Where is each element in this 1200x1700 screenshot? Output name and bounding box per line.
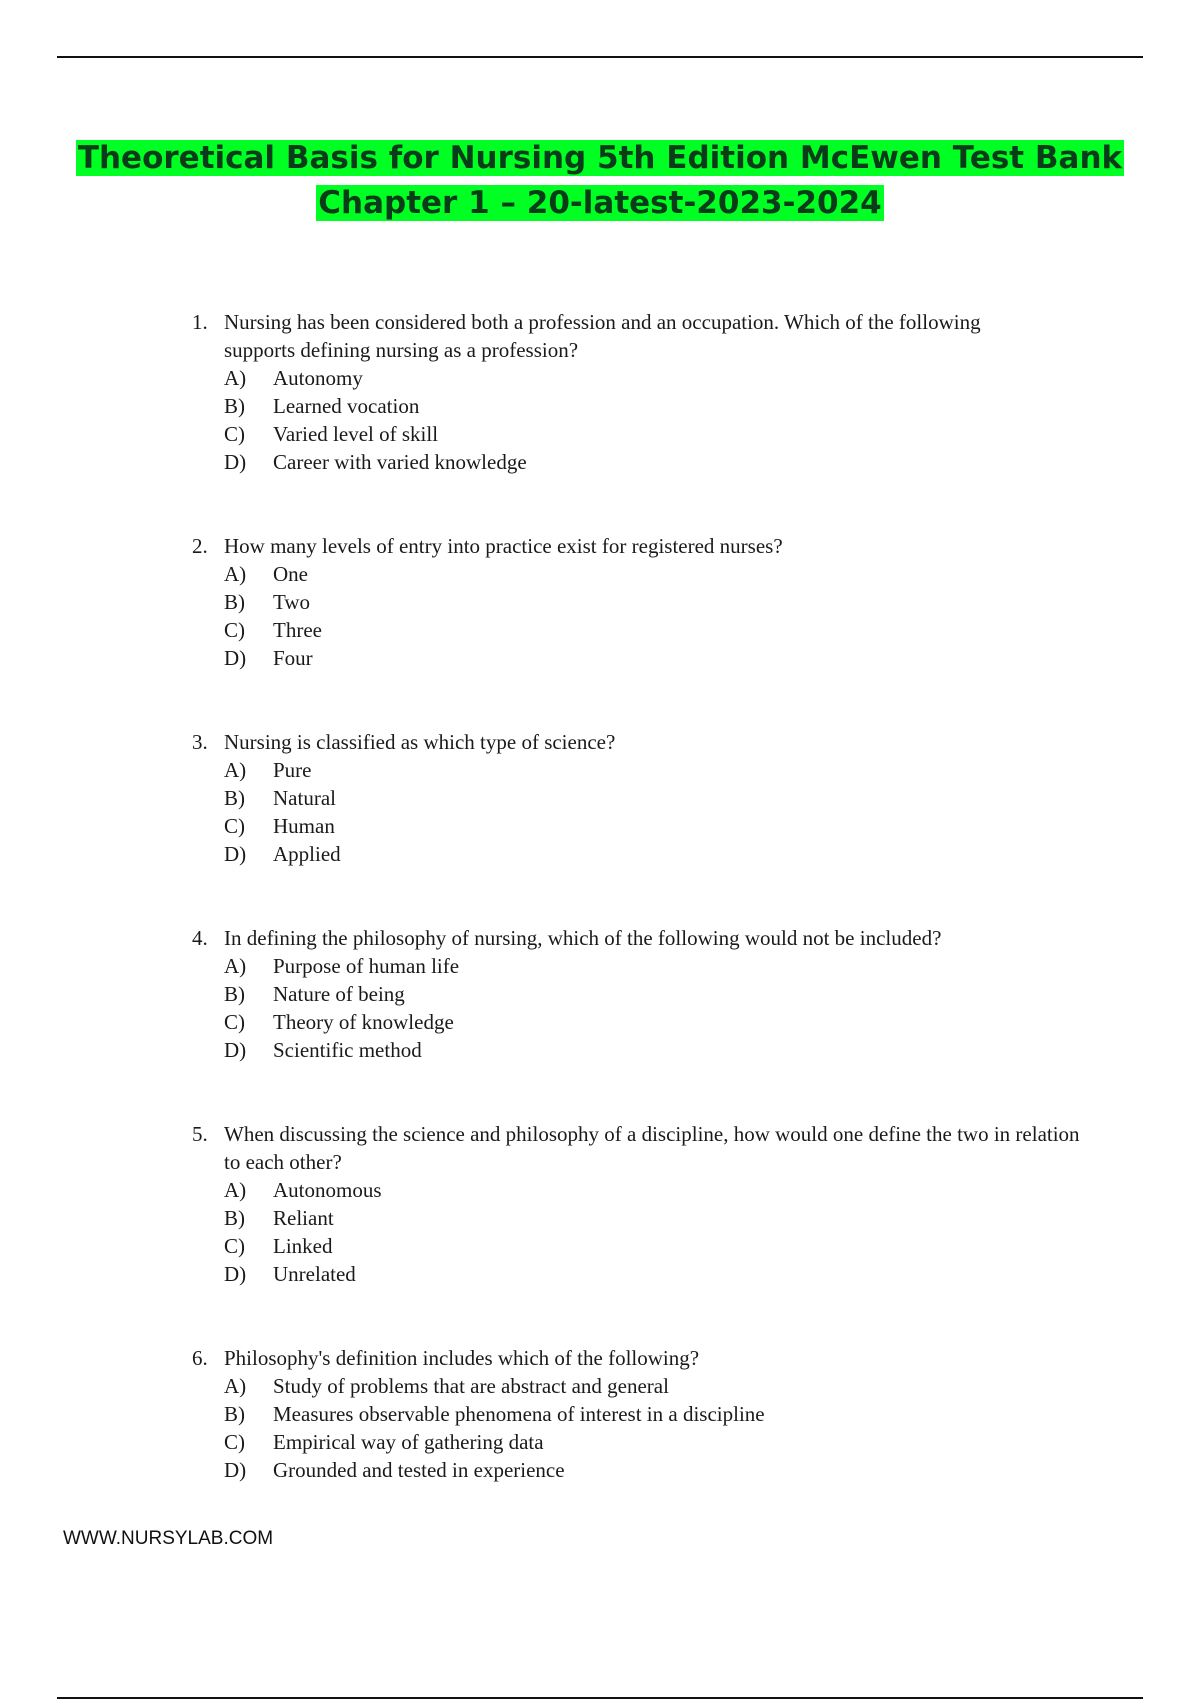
- option-letter: A): [224, 1374, 247, 1398]
- option-text: Scientific method: [273, 1038, 422, 1062]
- answer-option: [192, 1008, 1092, 1036]
- option-text: Career with varied knowledge: [273, 450, 527, 474]
- option-letter: C): [224, 1010, 245, 1034]
- option-text: Grounded and tested in experience: [273, 1458, 565, 1482]
- question-number: 2.: [192, 534, 208, 558]
- option-letter: D): [224, 1458, 247, 1482]
- answer-option: [192, 588, 1092, 616]
- option-letter: A): [224, 954, 247, 978]
- option-text: Study of problems that are abstract and general: [273, 1374, 669, 1398]
- answer-option: [192, 1428, 1092, 1456]
- question-text: Nursing has been considered both a profession and an occupation. Which of the following supports defining nursing as a profession?: [224, 310, 981, 362]
- option-letter: C): [224, 1234, 245, 1258]
- option-letter: B): [224, 786, 245, 810]
- option-letter: D): [224, 450, 247, 474]
- answer-option: [192, 1232, 1092, 1260]
- answer-option: [192, 392, 1092, 420]
- option-text: Natural: [273, 786, 336, 810]
- option-letter: B): [224, 394, 245, 418]
- option-text: Applied: [273, 842, 341, 866]
- answer-option: [192, 784, 1092, 812]
- answer-option: [192, 420, 1092, 448]
- option-text: Four: [273, 646, 313, 670]
- answer-option: [192, 952, 1092, 980]
- option-letter: B): [224, 1402, 245, 1426]
- question-number: 4.: [192, 926, 208, 950]
- option-text: Theory of knowledge: [273, 1010, 454, 1034]
- title-line-1: Theoretical Basis for Nursing 5th Edition McEwen Test Bank: [77, 140, 1123, 176]
- answer-option: [192, 1372, 1092, 1400]
- question-text: When discussing the science and philosophy of a discipline, how would one define the two in relation to each other?: [224, 1122, 1080, 1174]
- option-text: Learned vocation: [273, 394, 420, 418]
- option-letter: C): [224, 422, 245, 446]
- answer-option: [192, 644, 1092, 672]
- option-text: Purpose of human life: [273, 954, 460, 978]
- answer-option: [192, 756, 1092, 784]
- question-item: [192, 1120, 1092, 1288]
- option-letter: D): [224, 1262, 247, 1286]
- answer-option: [192, 1204, 1092, 1232]
- document-title: [0, 136, 1200, 226]
- option-text: One: [273, 562, 308, 586]
- question-text: In defining the philosophy of nursing, which of the following would not be included?: [224, 926, 942, 950]
- question-text: Philosophy's definition includes which of the following?: [224, 1346, 700, 1370]
- option-text: Pure: [273, 758, 312, 782]
- bottom-rule: [57, 1697, 1143, 1699]
- question-number: 5.: [192, 1122, 208, 1146]
- question-item: [192, 1344, 1092, 1484]
- question-item: [192, 308, 1092, 476]
- option-text: Varied level of skill: [273, 422, 439, 446]
- option-text: Empirical way of gathering data: [273, 1430, 544, 1454]
- question-number: 1.: [192, 310, 208, 334]
- answer-option: [192, 364, 1092, 392]
- option-text: Three: [273, 618, 322, 642]
- question-text: How many levels of entry into practice exist for registered nurses?: [224, 534, 783, 558]
- question-item: [192, 924, 1092, 1064]
- option-letter: B): [224, 982, 245, 1006]
- option-letter: D): [224, 842, 247, 866]
- answer-option: [192, 448, 1092, 476]
- answer-option: [192, 1176, 1092, 1204]
- question-item: [192, 532, 1092, 672]
- answer-option: [192, 616, 1092, 644]
- question-list: [192, 308, 1092, 1484]
- option-text: Autonomous: [273, 1178, 382, 1202]
- option-letter: A): [224, 366, 247, 390]
- option-text: Autonomy: [273, 366, 363, 390]
- answer-option: [192, 1036, 1092, 1064]
- option-letter: C): [224, 814, 245, 838]
- option-text: Nature of being: [273, 982, 405, 1006]
- option-letter: C): [224, 618, 245, 642]
- option-text: Unrelated: [273, 1262, 356, 1286]
- question-item: [192, 728, 1092, 868]
- option-letter: D): [224, 646, 247, 670]
- option-text: Linked: [273, 1234, 333, 1258]
- question-number: 6.: [192, 1346, 208, 1370]
- option-letter: D): [224, 1038, 247, 1062]
- option-letter: A): [224, 562, 247, 586]
- option-text: Reliant: [273, 1206, 334, 1230]
- option-letter: A): [224, 758, 247, 782]
- answer-option: [192, 560, 1092, 588]
- answer-option: [192, 980, 1092, 1008]
- answer-option: [192, 1400, 1092, 1428]
- option-letter: C): [224, 1430, 245, 1454]
- answer-option: [192, 1260, 1092, 1288]
- option-text: Human: [273, 814, 335, 838]
- option-letter: A): [224, 1178, 247, 1202]
- option-letter: B): [224, 1206, 245, 1230]
- option-letter: B): [224, 590, 245, 614]
- answer-option: [192, 840, 1092, 868]
- site-watermark: WWW.NURSYLAB.COM: [63, 1528, 274, 1549]
- top-rule: [57, 56, 1143, 58]
- question-text: Nursing is classified as which type of science?: [224, 730, 616, 754]
- title-line-2: Chapter 1 – 20-latest-2023-2024: [318, 185, 882, 221]
- option-text: Two: [273, 590, 311, 614]
- answer-option: [192, 1456, 1092, 1484]
- answer-option: [192, 812, 1092, 840]
- option-text: Measures observable phenomena of interest in a discipline: [273, 1402, 765, 1426]
- question-number: 3.: [192, 730, 208, 754]
